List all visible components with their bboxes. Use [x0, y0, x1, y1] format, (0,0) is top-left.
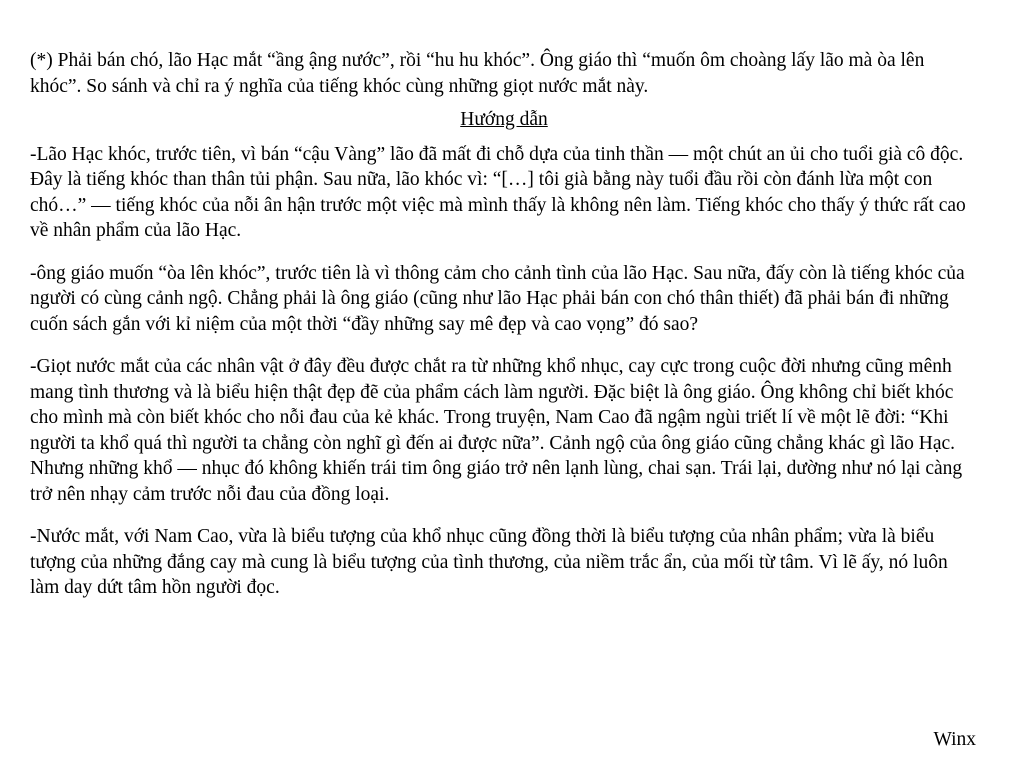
- guide-heading: Hướng dẫn: [460, 109, 548, 130]
- answer-paragraph-3: -Giọt nước mắt của các nhân vật ở đây đều được chắt ra từ những khổ nhục, cay cực trong cuộc đời nhưng cũng mênh mang tình thương và là biểu hiện thật đẹp đẽ của phẩm cách làm người. Đặc biệt là ông giáo. Ông không chỉ biết khóc cho mình mà còn biết khóc cho nỗi đau của kẻ khác. Trong truyện, Nam Cao đã ngậm ngùi triết lí về một lẽ đời: “Khi người ta khổ quá thì người ta chẳng còn nghĩ gì đến ai được nữa”. Cảnh ngộ của ông giáo cũng chẳng khác gì lão Hạc. Nhưng những khổ — nhục đó không khiến trái tim ông giáo trở nên lạnh lùng, chai sạn. Trái lại, dường như nó lại càng trở nên nhạy cảm trước nỗi đau của đồng loại.: [30, 356, 963, 505]
- question-text: (*) Phải bán chó, lão Hạc mắt “ầng ậng nước”, rồi “hu hu khóc”. Ông giáo thì “muốn ôm choàng lấy lão mà òa lên khóc”. So sánh và chỉ ra ý nghĩa của tiếng khóc cùng những giọt nước mắt này.: [30, 50, 925, 97]
- answer-paragraph-4: -Nước mắt, với Nam Cao, vừa là biểu tượng của khổ nhục cũng đồng thời là biểu tượng của nhân phẩm; vừa là biểu tượng của những đắng cay mà cung là biểu tượng của tình thương, của niềm trắc ẩn, của mối từ tâm. Vì lẽ ấy, nó luôn làm day dứt tâm hồn người đọc.: [30, 526, 948, 598]
- author-signature: Winx: [933, 729, 976, 750]
- answer-paragraph-2: -ông giáo muốn “òa lên khóc”, trước tiên là vì thông cảm cho cảnh tình của lão Hạc. Sau nữa, đấy còn là tiếng khóc của người có cùng cảnh ngộ. Chẳng phải là ông giáo (cũng như lão Hạc phải bán con chó thân thiết) đã phải bán đi những cuốn sách gắn với kỉ niệm của một thời “đầy những say mê đẹp và cao vọng” đó sao?: [30, 262, 965, 335]
- document-body: [30, 48, 978, 618]
- answer-paragraph-1: -Lão Hạc khóc, trước tiên, vì bán “cậu Vàng” lão đã mất đi chỗ dựa của tinh thần — một chút an ủi cho tuổi già cô độc. Đây là tiếng khóc than thân tủi phận. Sau nữa, lão khóc vì: “[…] tôi già bằng này tuổi đầu rồi còn đánh lừa một con chó…” — tiếng khóc của nỗi ân hận trước một việc mà mình thấy là không nên làm. Tiếng khóc cho thấy ý thức rất cao về nhân phẩm của lão Hạc.: [30, 143, 966, 241]
